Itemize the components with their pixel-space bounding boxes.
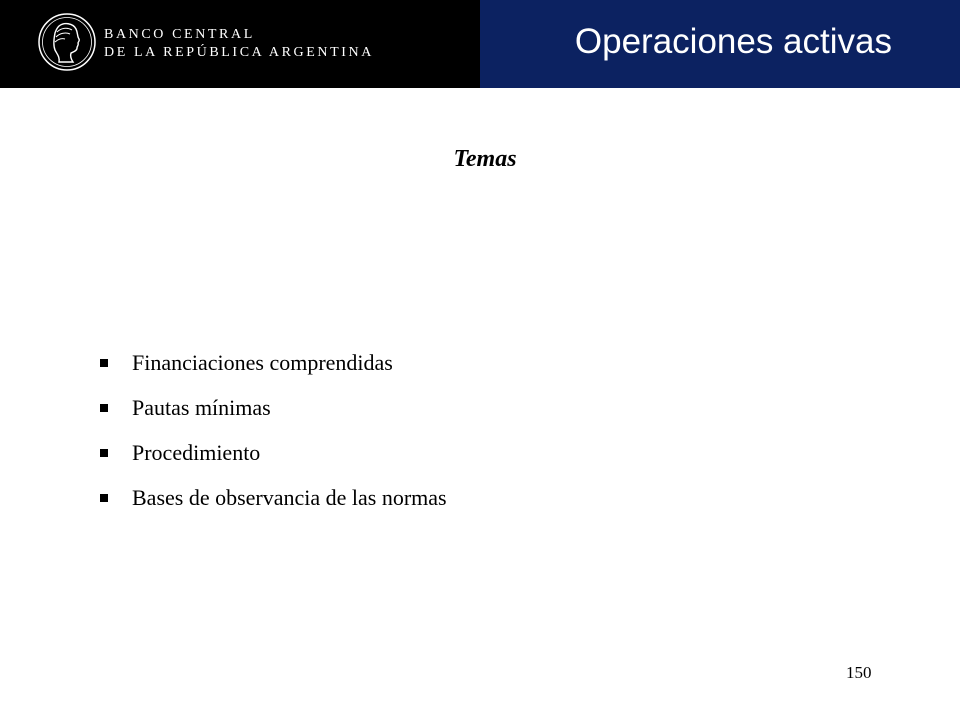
header-title-band (480, 0, 960, 88)
profile-seal-icon (37, 12, 97, 72)
header-title: Operaciones activas (574, 22, 892, 61)
square-bullet-icon (100, 404, 108, 412)
list-item (100, 385, 447, 430)
list-item (100, 475, 447, 520)
logo-line-1: BANCO CENTRAL (104, 27, 255, 42)
list-item (100, 430, 447, 475)
logo-line-2: DE LA REPÚBLICA ARGENTINA (104, 45, 374, 60)
logo-wordmark (104, 26, 374, 62)
list-item-text: Financiaciones comprendidas (132, 349, 393, 375)
square-bullet-icon (100, 359, 108, 367)
square-bullet-icon (100, 494, 108, 502)
list-item (100, 340, 447, 385)
slide-title: Temas (453, 146, 517, 172)
square-bullet-icon (100, 449, 108, 457)
list-item-text: Procedimiento (132, 439, 261, 465)
header-logo-band (0, 0, 480, 88)
topics-list (100, 340, 447, 520)
list-item-text: Bases de observancia de las normas (132, 484, 447, 510)
page-number: 150 (846, 663, 872, 682)
list-item-text: Pautas mínimas (132, 394, 271, 420)
